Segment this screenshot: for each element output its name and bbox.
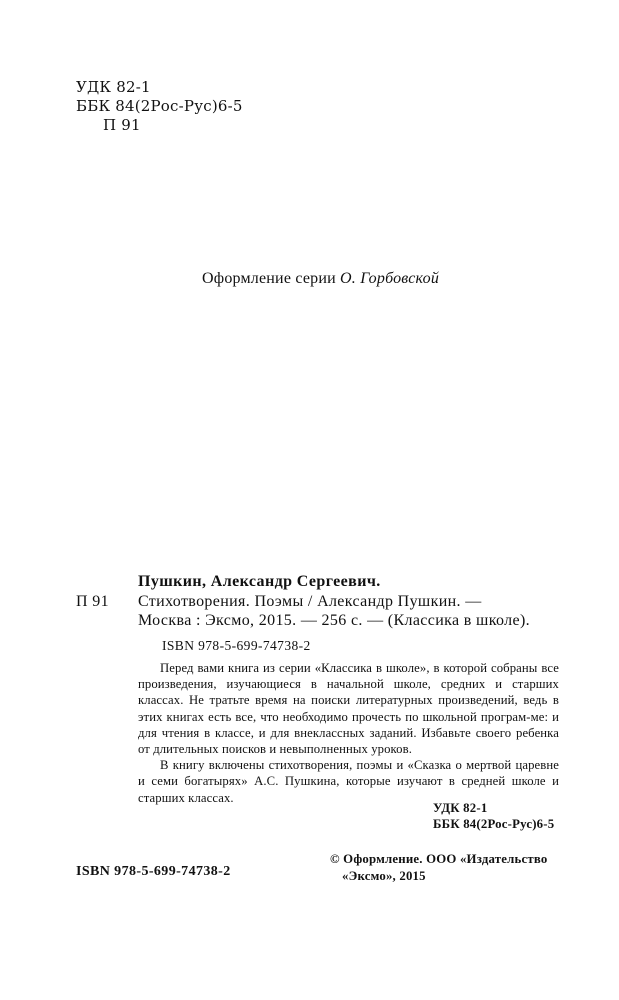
series-design-credit bbox=[202, 270, 439, 288]
udk-code-card: УДК 82-1 bbox=[433, 801, 488, 815]
annotation-p2-line: школе и старших классах. bbox=[138, 774, 559, 805]
annotation-p1-line: классах. Не тратьте время на поиски литературных произведений, ведь bbox=[138, 693, 548, 708]
annotation-p1-line: ребенка от длительных поисков и невыполненных уроков. bbox=[138, 725, 559, 757]
catalog-author-mark: П 91 bbox=[76, 593, 109, 610]
annotation-p1-line: ме: и для чтения в классе, и для внеклассных заданий. Избавьте своего bbox=[138, 709, 560, 740]
annotation-p1-line: все произведения, изучающиеся в начальной школе, средних и старших bbox=[138, 661, 559, 692]
annotation-paragraph-1 bbox=[138, 660, 559, 757]
catalog-author: Пушкин, Александр Сергеевич. bbox=[138, 573, 381, 590]
annotation-p2-line: царевне и семи богатырях» А.С. Пушкина, которые изучают в средней bbox=[138, 758, 559, 789]
annotation-p2-line: В книгу включены стихотворения, поэмы и «Сказка о мертвой bbox=[160, 758, 512, 773]
isbn-bottom: ISBN 978-5-699-74738-2 bbox=[76, 864, 231, 879]
series-design-label: Оформление серии bbox=[202, 270, 336, 287]
udk-code-top: УДК 82-1 bbox=[76, 78, 151, 96]
annotation-paragraph-2 bbox=[138, 757, 559, 806]
bbk-code-card: ББК 84(2Рос-Рус)6-5 bbox=[433, 817, 555, 831]
author-mark-top: П 91 bbox=[103, 116, 141, 134]
copyright-line-1: © Оформление. ООО «Издательство bbox=[330, 852, 548, 866]
catalog-title-line: Стихотворения. Поэмы / Александр Пушкин. — bbox=[138, 593, 482, 610]
bbk-code-top: ББК 84(2Рос-Рус)6-5 bbox=[76, 97, 243, 115]
catalog-annotation bbox=[138, 660, 559, 806]
catalog-publication-line: Москва : Эксмо, 2015. — 256 с. — (Классика в школе). bbox=[138, 612, 530, 629]
copyright-line-2: «Эксмо», 2015 bbox=[342, 869, 426, 883]
annotation-p1-line: в этих книгах есть все, что необходимо прочесть по школьной програм- bbox=[138, 693, 560, 724]
series-designer-name: О. Горбовской bbox=[340, 270, 440, 287]
annotation-p1-line: Перед вами книга из серии «Классика в школе», в которой собраны bbox=[160, 661, 538, 675]
catalog-isbn: ISBN 978-5-699-74738-2 bbox=[162, 638, 311, 653]
